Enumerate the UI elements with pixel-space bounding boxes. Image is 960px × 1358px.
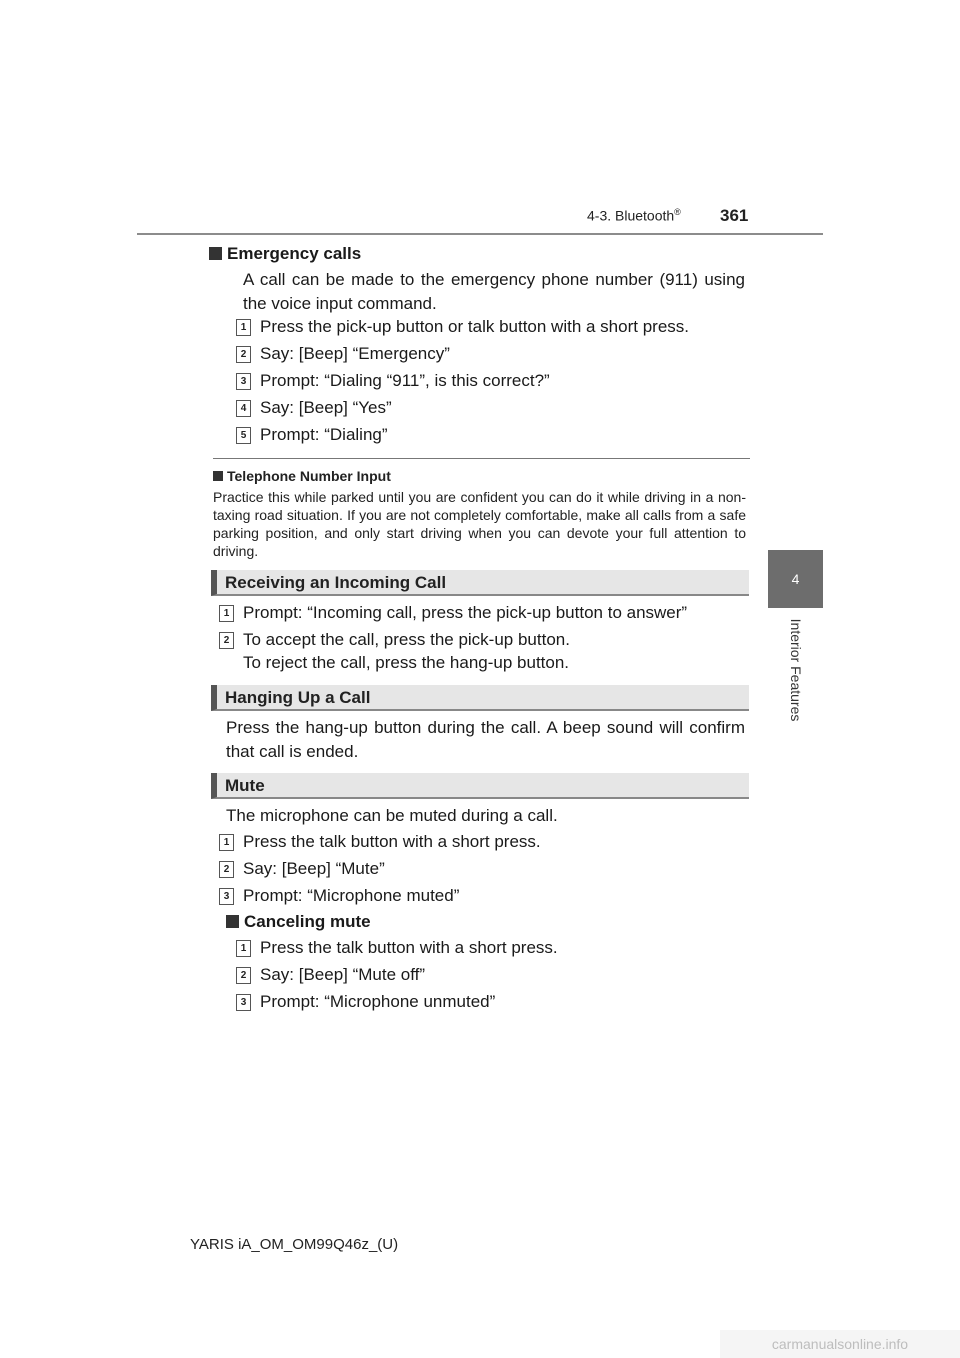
step-number-badge: 2 (219, 861, 234, 878)
step-number-badge: 3 (236, 994, 251, 1011)
page-number: 361 (720, 206, 749, 225)
step-number-badge: 2 (236, 346, 251, 363)
mute-step-1: Press the talk button with a short press. (243, 832, 541, 851)
mute-intro: The microphone can be muted during a call. (226, 806, 558, 825)
cancel-step-2: Say: [Beep] “Mute off” (260, 965, 426, 984)
hanging-body: Press the hang-up button during the call. A beep sound will confirm that call is ended. (226, 718, 745, 761)
step-number-badge: 4 (236, 400, 251, 417)
chapter-title-vertical (768, 610, 823, 730)
step-number-badge: 3 (236, 373, 251, 390)
mute-heading: Mute (211, 773, 749, 799)
receiving-heading: Receiving an Incoming Call (211, 570, 749, 596)
emergency-step-5: Prompt: “Dialing” (260, 425, 388, 444)
step-number-badge: 1 (219, 834, 234, 851)
step-number-badge: 1 (236, 319, 251, 336)
emergency-intro: A call can be made to the emergency phone number (911) using the voice input command. (243, 270, 745, 313)
section-title (587, 207, 681, 224)
footer-doc-code: YARIS iA_OM_OM99Q46z_(U) (190, 1236, 399, 1253)
mute-step-2: Say: [Beep] “Mute” (243, 859, 385, 878)
chapter-title-text: Interior Features (787, 618, 804, 722)
emergency-step-1: Press the pick-up button or talk button with a short press. (260, 317, 689, 336)
step-number-badge: 2 (236, 967, 251, 984)
step-number-badge: 5 (236, 427, 251, 444)
hanging-heading: Hanging Up a Call (211, 685, 749, 711)
emergency-step-4: Say: [Beep] “Yes” (260, 398, 392, 417)
cancel-step-3: Prompt: “Microphone unmuted” (260, 992, 496, 1011)
chapter-number: 4 (791, 571, 800, 587)
cancel-step-1: Press the talk button with a short press. (260, 938, 558, 957)
square-bullet-icon (213, 471, 223, 481)
watermark: carmanualsonline.info (720, 1330, 960, 1358)
section-title-text: 4-3. Bluetooth (587, 207, 675, 224)
step-number-badge: 3 (219, 888, 234, 905)
note-body: Practice this while parked until you are confident you can do it while driving in a non-taxing road situation. If you are not completely comfortable, make all calls from a safe parking position, and only start driving when you can devote your full attention to driving. (213, 489, 746, 559)
step-number-badge: 1 (219, 605, 234, 622)
receiving-step-1: Prompt: “Incoming call, press the pick-up button to answer” (243, 603, 688, 622)
note-title-text: Telephone Number Input (227, 468, 391, 484)
chapter-tab (768, 550, 823, 608)
step-number-badge: 2 (219, 632, 234, 649)
square-bullet-icon (226, 915, 239, 928)
registered-mark: ® (674, 207, 681, 217)
note-divider (213, 458, 750, 459)
square-bullet-icon (209, 247, 222, 260)
receiving-step-2-alt: To reject the call, press the hang-up button. (243, 653, 570, 672)
cancel-mute-heading-text: Canceling mute (244, 912, 371, 931)
header-rule (137, 233, 823, 235)
receiving-step-2: To accept the call, press the pick-up button. (243, 630, 570, 649)
emergency-heading-text: Emergency calls (227, 244, 362, 263)
emergency-step-2: Say: [Beep] “Emergency” (260, 344, 450, 363)
emergency-heading (209, 242, 361, 266)
emergency-step-3: Prompt: “Dialing “911”, is this correct?” (260, 371, 550, 390)
mute-step-3: Prompt: “Microphone muted” (243, 886, 460, 905)
step-number-badge: 1 (236, 940, 251, 957)
note-title (213, 468, 391, 484)
cancel-mute-heading (226, 910, 371, 934)
